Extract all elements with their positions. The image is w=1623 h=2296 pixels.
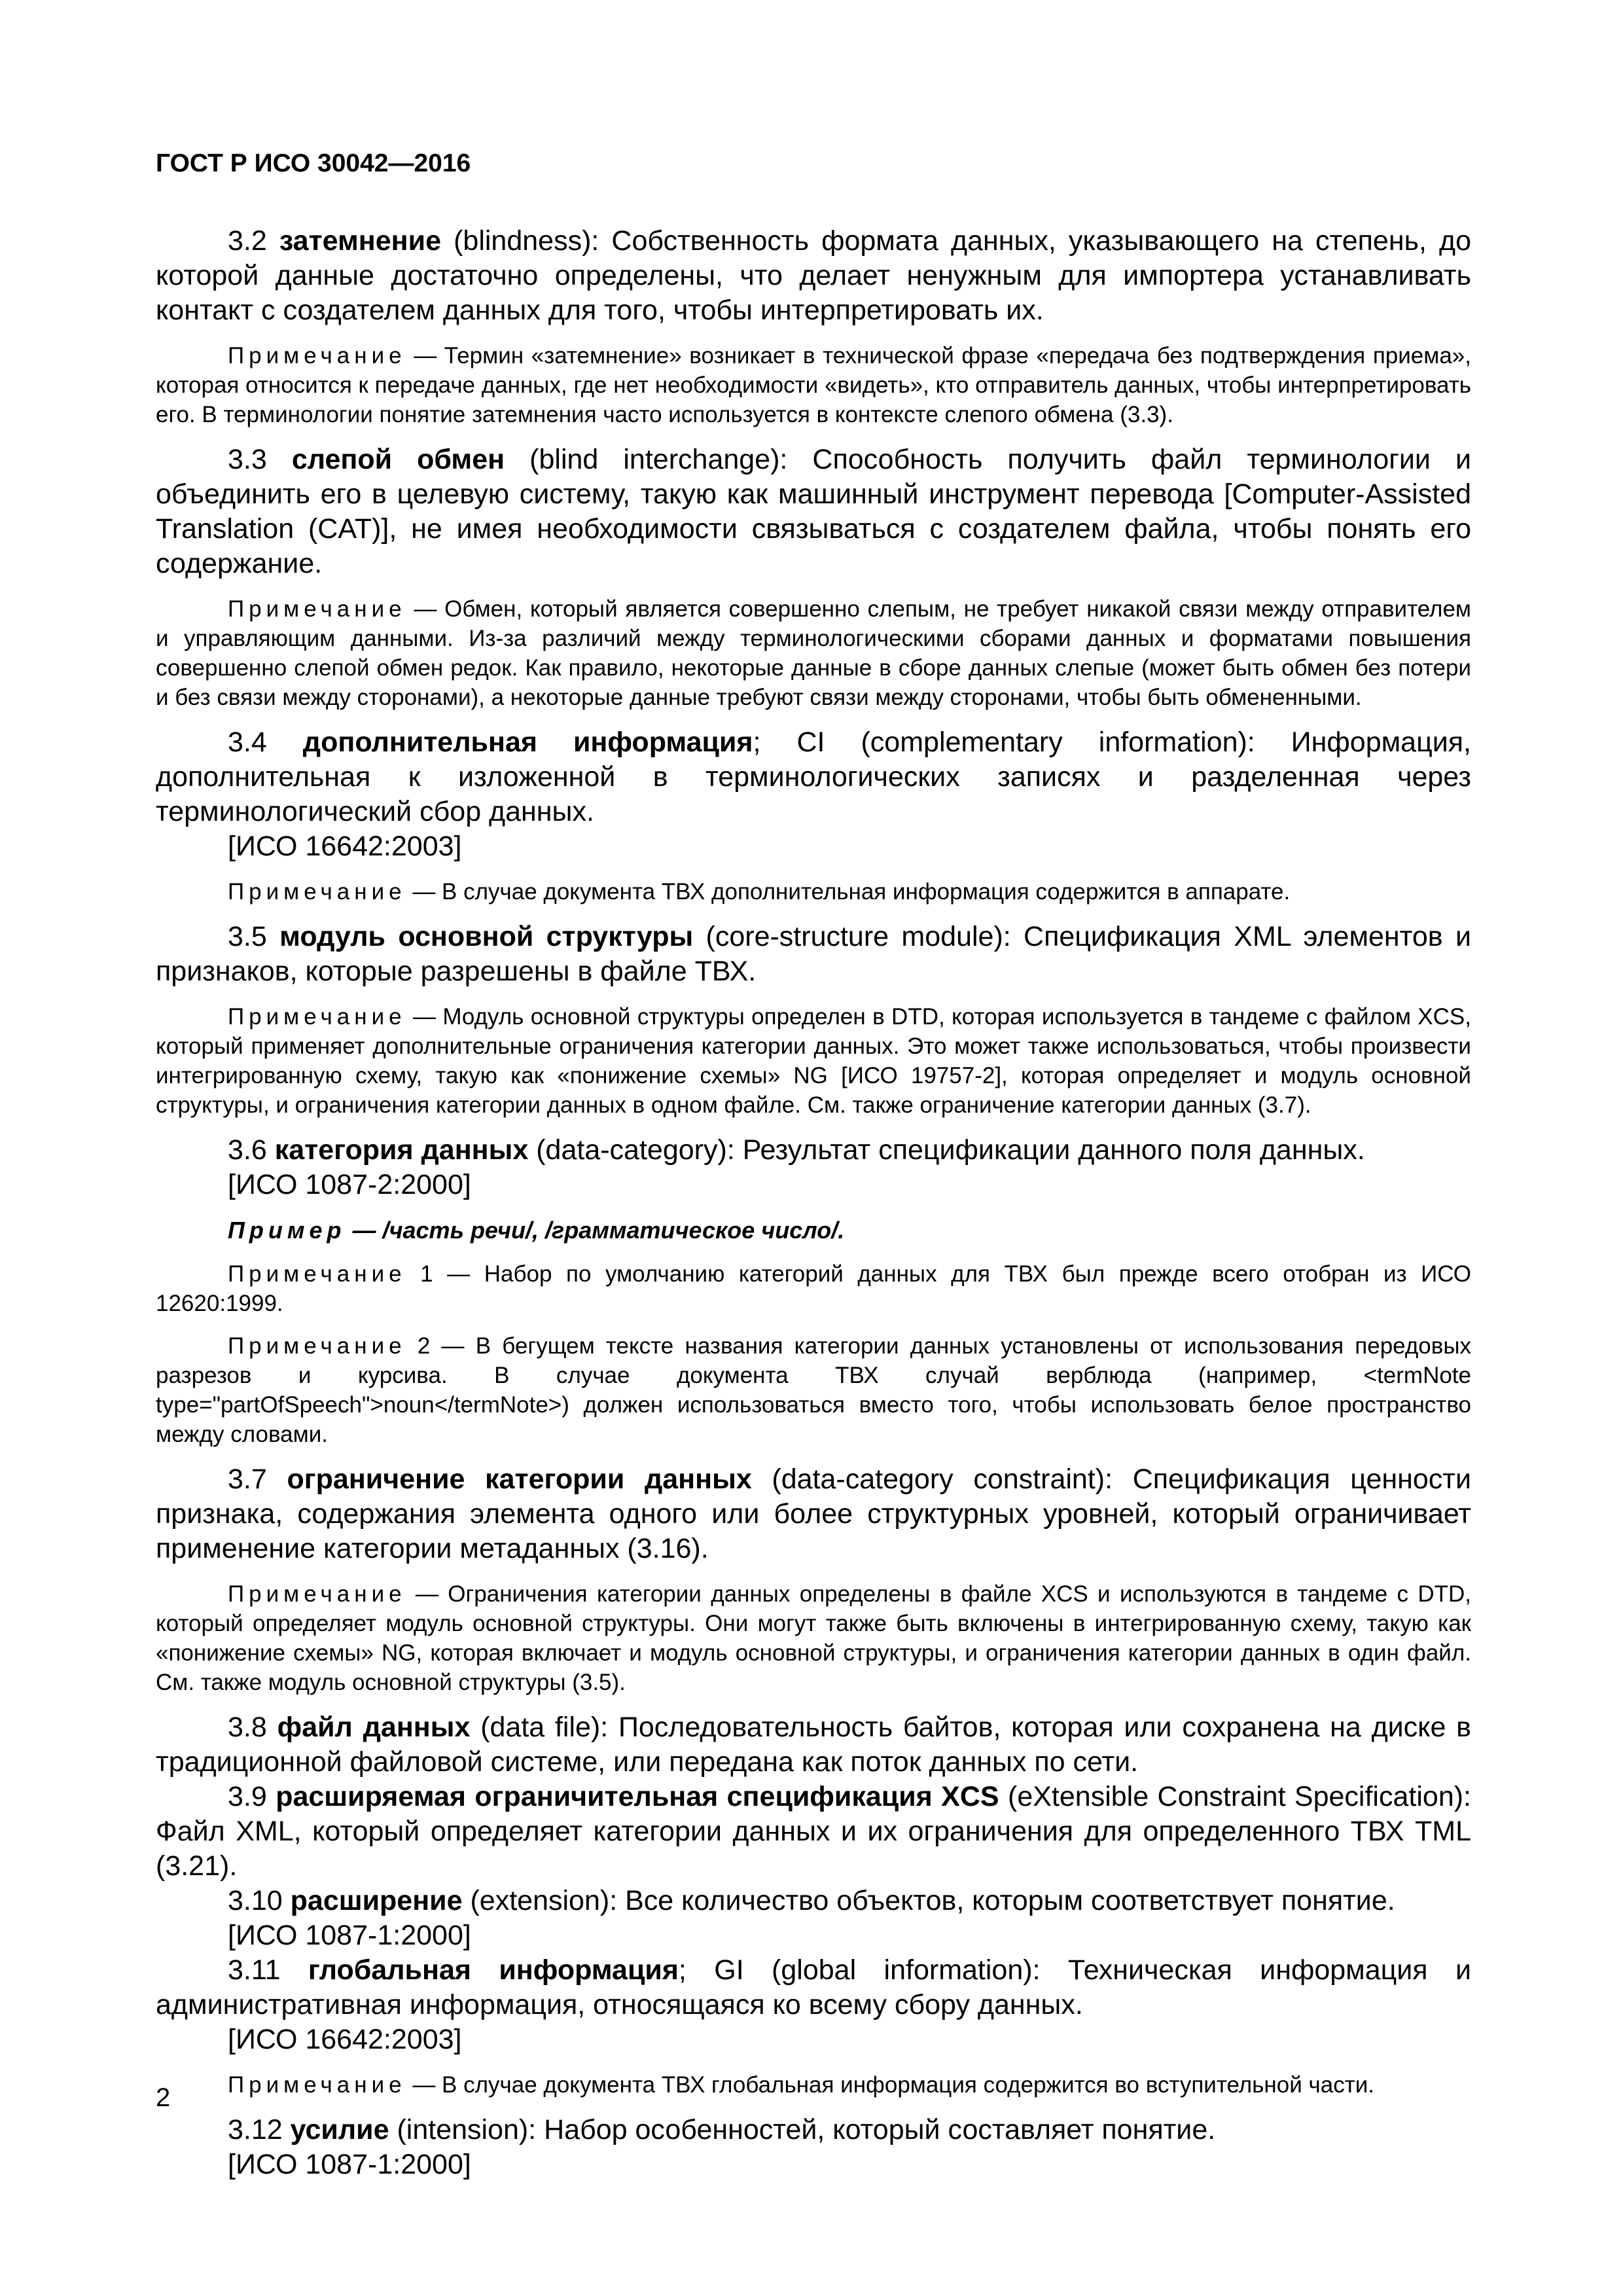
example-text: — /часть речи/, /грамматическое число/. [346,1217,845,1244]
term-definition [156,2113,1471,2147]
term-definition [156,1780,1471,1884]
note-text: 1 — Набор по умолчанию категорий данных для ТВХ был прежде всего отобран из ИСО 12620:1999. [156,1261,1471,1316]
source-reference: [ИСО 1087-1:2000] [228,2149,471,2180]
document-body [156,224,1471,2195]
note-label: Примечание [228,2072,406,2098]
note [156,1331,1471,1449]
source-reference: [ИСО 16642:2003] [228,2024,462,2055]
term-number: 3.2 [228,225,267,257]
term-text: ; GI (global information): Техническая информация и административная информация, относящаяся ко всему сбору данных. [156,1954,1471,2020]
note [156,594,1471,712]
term-number: 3.8 [228,1712,267,1743]
term-number: 3.7 [228,1463,267,1495]
note-label: Примечание [228,1333,406,1359]
term-text: (intension): Набор особенностей, который составляет понятие. [389,2114,1216,2145]
note-text: — Ограничения категории данных определены в файле XCS и используются в тандеме с DTD, который определяет модуль основной структуры. Они могут также быть включены в интегрированную схему, такую как «понижение схемы» NG, которая включает и модуль основной структуры, и ограничения категории данных в один файл. См. также модуль основной структуры (3.5). [156,1581,1471,1695]
page-number: 2 [156,2083,171,2112]
term-text: (data file): Последовательность байтов, которая или сохранена на диске в традиционной файловой системе, или передана как поток данных по сети. [156,1712,1472,1778]
source-reference: [ИСО 1087-2:2000] [228,1169,471,1200]
term-definition [156,442,1471,581]
term-name: категория данных [274,1134,529,1166]
term-definition [156,1884,1471,1918]
note [156,1002,1471,1120]
document-header: ГОСТ Р ИСО 30042—2016 [156,149,471,177]
term-definition [156,1133,1471,1168]
note-text: 2 — В бегущем тексте названия категории данных установлены от использования передовых разрезов и курсива. В случае документа ТВХ случай верблюда (например, <termNote type="partOfSpeech">noun</termNote>) должен использоваться вместо того, чтобы использовать белое пространство между словами. [156,1333,1471,1447]
note-label: Примечание [228,879,406,905]
term-text: (data-category constraint): Спецификация ценности признака, содержания элемента одного или более структурных уровней, который ограничивает применение категории метаданных (3.16). [156,1463,1471,1564]
term-text: (eXtensible Constraint Specification): Файл XML, который определяет категории данных и их ограничения для определенного ТВХ TML (3.21). [156,1781,1471,1882]
term-definition [156,1462,1471,1566]
term-number: 3.12 [228,2114,283,2145]
term-text: (blind interchange): Способность получить файл терминологии и объединить его в целевую систему, такую как машинный инструмент перевода [Computer-Assisted Translation (CAT)], не имея необходимости связываться с создателем файла, чтобы понять его содержание. [156,444,1471,579]
term-number: 3.9 [228,1781,267,1812]
note-label: Примечание [228,1004,406,1030]
term-definition [156,224,1471,328]
note [156,1259,1471,1318]
term-name: расширяемая ограничительная спецификация XCS [276,1781,999,1812]
term-name: модуль основной структуры [279,921,694,952]
term-text: ; CI (complementary information): Информация, дополнительная к изложенной в терминологических записях и разделенная через терминологический сбор данных. [156,726,1471,827]
term-number: 3.5 [228,921,267,952]
term-name: файл данных [277,1712,471,1743]
term-number: 3.10 [228,1885,283,1916]
term-definition [156,920,1471,989]
term-definition [156,1953,1471,2022]
source-reference: [ИСО 1087-1:2000] [228,1920,471,1951]
term-number: 3.11 [228,1954,281,1986]
note-text: — В случае документа ТВХ дополнительная информация содержится в аппарате. [406,879,1291,905]
note-label: Примечание [228,1261,406,1287]
term-name: дополнительная информация [302,726,753,758]
term-name: ограничение категории данных [287,1463,752,1495]
note [156,877,1471,906]
note-label: Примечание [228,596,406,622]
term-text: (core-structure module): Спецификация XML элементов и признаков, которые разрешены в файле ТВХ. [156,921,1471,987]
term-definition [156,1710,1471,1780]
source-reference: [ИСО 16642:2003] [228,831,462,862]
term-name: глобальная информация [308,1954,679,1986]
note-text: — Термин «затемнение» возникает в технической фразе «передача без подтверждения приема», которая относится к передаче данных, где нет необходимости «видеть», кто отправитель данных, чтобы интерпретировать его. В терминологии понятие затемнения часто используется в контексте слепого обмена (3.3). [156,343,1471,427]
term-text: (extension): Все количество объектов, которым соответствует понятие. [462,1885,1395,1916]
term-text: (blindness): Собственность формата данных, указывающего на степень, до которой данные достаточно определены, что делает ненужным для импортера устанавливать контакт с создателем данных для того, чтобы интерпретировать их. [156,225,1472,326]
note-label: Примечание [228,343,406,368]
note [156,2070,1471,2100]
term-number: 3.3 [228,444,267,475]
note-text: — Модуль основной структуры определен в DTD, которая используется в тандеме с файлом XCS, который применяет дополнительные ограничения категории данных. Это может также использоваться, чтобы произвести интегрированную схему, такую как «понижение схемы» NG [ИСО 19757-2], которая определяет и модуль основной структуры, и ограничения категории данных в одном файле. См. также ограничение категории данных (3.7). [156,1004,1471,1118]
term-name: затемнение [279,225,442,257]
term-name: расширение [290,1885,463,1916]
note-text: — В случае документа ТВХ глобальная информация содержится во вступительной части. [406,2072,1374,2098]
note-label: Примечание [228,1581,406,1607]
note-text: — Обмен, который является совершенно слепым, не требует никакой связи между отправителем и управляющим данными. Из-за различий между терминологическими сборами данных и форматами повышения совершенно слепой обмен редок. Как правило, некоторые данные в сборе данных слепые (может быть обмен без потери и без связи между сторонами), а некоторые данные требуют связи между сторонами, чтобы быть обмененными. [156,596,1471,710]
example [156,1215,1471,1245]
term-definition [156,725,1471,829]
note [156,341,1471,429]
example-label: Пример [228,1217,346,1244]
term-name: усилие [290,2114,389,2145]
term-name: слепой обмен [291,444,505,475]
term-number: 3.6 [228,1134,267,1166]
term-number: 3.4 [228,726,267,758]
term-text: (data-category): Результат спецификации данного поля данных. [528,1134,1365,1166]
note [156,1579,1471,1697]
